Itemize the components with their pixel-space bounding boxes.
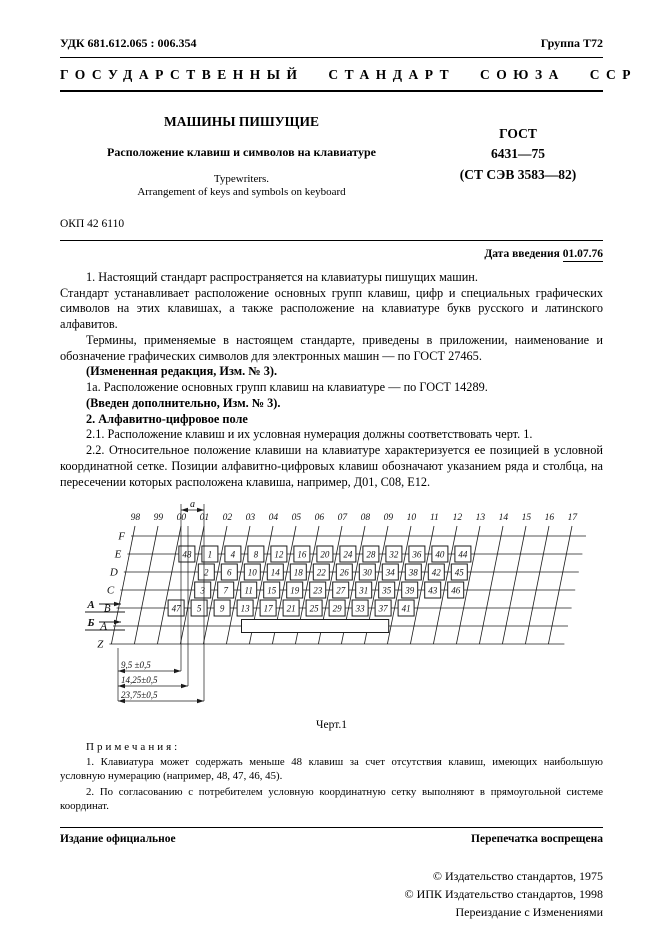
titles-column — [60, 114, 433, 198]
row-label: F — [117, 530, 125, 543]
column-label: 05 — [291, 513, 301, 524]
column-label: 08 — [360, 513, 370, 524]
reprint-prohibited-label: Перепечатка воспрещена — [471, 833, 603, 846]
key-number: 48 — [181, 549, 191, 560]
view-label: А — [86, 599, 95, 612]
key-number: 20 — [319, 549, 329, 560]
column-label: 12 — [452, 513, 462, 524]
introduction-date — [60, 248, 603, 260]
key-number: 31 — [358, 585, 368, 596]
row-label: D — [109, 566, 118, 579]
document-subtitle-en: Arrangement of keys and symbols on keyboard — [137, 186, 346, 198]
arrowhead — [197, 508, 204, 513]
footer-row — [60, 833, 603, 845]
arrowhead — [181, 508, 188, 513]
key-number: 36 — [411, 549, 421, 560]
udk-code: УДК 681.612.065 : 006.354 — [60, 36, 197, 50]
pitch-label: a — [189, 500, 195, 511]
arrowhead — [174, 669, 181, 674]
title-block — [60, 114, 603, 198]
key-number: 39 — [404, 585, 414, 596]
key-number: 26 — [339, 567, 349, 578]
paragraph: Термины, применяемые в настоящем стандарте, приведены в приложении, наименование и обозначение графических символов для электронных машин — по ГОСТ 27465. — [60, 332, 603, 363]
column-label: 99 — [153, 513, 163, 524]
key-number: 33 — [355, 603, 365, 614]
column-label: 13 — [475, 513, 485, 524]
note-item: 2. По согласованию с потребителем условную координатную сетку выполняют в прямоугольной системе координат. — [60, 786, 603, 813]
key-number: 28 — [365, 549, 375, 560]
paragraph: (Измененная редакция, Изм. № 3). — [86, 364, 278, 379]
key-number: 17 — [263, 603, 273, 614]
key-number: 6 — [226, 567, 232, 578]
key-number: 14 — [270, 567, 280, 578]
key-number: 32 — [388, 549, 398, 560]
column-label: 06 — [314, 513, 324, 524]
body-paragraphs — [60, 270, 603, 490]
rule-thick — [60, 90, 603, 92]
top-header-row — [60, 36, 603, 51]
copyright-line-1: © Издательство стандартов, 1975 — [432, 869, 603, 884]
key-number: 5 — [196, 603, 201, 614]
key-number: 43 — [427, 585, 437, 596]
paragraph: 2. Алфавитно-цифровое поле — [86, 411, 248, 426]
key-number: 11 — [244, 585, 253, 596]
row-label: A — [99, 620, 107, 633]
group-code: Группа Т72 — [540, 36, 603, 50]
column-label: 07 — [337, 513, 347, 524]
key-number: 10 — [247, 567, 257, 578]
column-label: 02 — [222, 513, 232, 524]
row-label: E — [114, 548, 121, 561]
column-label: 11 — [429, 513, 439, 524]
arrowhead — [114, 620, 121, 625]
key-number: 29 — [332, 603, 342, 614]
column-label: 14 — [498, 513, 508, 524]
document-title: МАШИНЫ ПИШУЩИЕ — [163, 114, 319, 129]
column-label: 16 — [544, 513, 554, 524]
row-label: C — [106, 584, 114, 597]
column-label: 09 — [383, 513, 393, 524]
arrowhead — [197, 699, 204, 704]
rule-top — [60, 57, 603, 58]
key-number: 12 — [273, 549, 283, 560]
column-label: 10 — [406, 513, 416, 524]
key-number: 8 — [253, 549, 258, 560]
gost-org: ГОСТ — [499, 126, 537, 141]
arrowhead — [181, 684, 188, 689]
gost-number: 6431—75 — [491, 146, 545, 162]
column-label: 00 — [176, 513, 186, 524]
figure-1-wrap — [60, 500, 603, 717]
space-bar — [241, 620, 388, 633]
notes-section — [60, 741, 603, 813]
key-number: 40 — [434, 549, 444, 560]
rule-mid — [60, 240, 603, 241]
row-label: B — [103, 602, 111, 615]
row-label: Z — [96, 638, 103, 651]
document-subtitle: Расположение клавиш и символов на клавиатуре — [107, 145, 376, 159]
key-number: 22 — [316, 567, 326, 578]
key-number: 9 — [219, 603, 224, 614]
okp-code: ОКП 42 6110 — [60, 218, 125, 230]
notes-list — [60, 755, 603, 813]
column-label: 01 — [199, 513, 209, 524]
paragraph: (Введен дополнительно, Изм. № 3). — [86, 395, 281, 410]
key-number: 46 — [450, 585, 460, 596]
key-number: 47 — [171, 603, 181, 614]
column-label: 17 — [567, 513, 577, 524]
key-number: 30 — [362, 567, 372, 578]
gost-designation — [433, 114, 603, 198]
key-number: 1 — [207, 549, 212, 560]
paragraph: 1. Настоящий стандарт распространяется на клавиатуры пишущих машин. — [86, 270, 478, 284]
introduction-date-label: Дата введения — [484, 248, 560, 260]
note-item: 1. Клавиатура может содержать меньше 48 клавиш за счет отсутствия клавиш, имеющих наибольшую условную нумерацию (например, 48, 47, 46, 45). — [60, 756, 603, 783]
keyboard-diagram — [75, 500, 589, 712]
key-number: 45 — [454, 567, 464, 578]
rule-footer — [60, 827, 603, 828]
key-number: 4 — [230, 549, 235, 560]
paragraph: 2.2. Относительное положение клавиши на клавиатуре характеризуется ее позицией в условной координатной сетке. Позиции алфавитно-цифровых клавиш обозначают указанием ряда и столбца, на пересечении которых расположена клавиша, например, Д01, С08, Е12. — [60, 443, 603, 489]
official-edition-label: Издание официальное — [60, 833, 176, 846]
column-label: 03 — [245, 513, 255, 524]
key-number: 41 — [401, 603, 411, 614]
column-label: 15 — [521, 513, 531, 524]
column-label: 04 — [268, 513, 278, 524]
key-number: 15 — [266, 585, 276, 596]
key-number: 2 — [203, 567, 209, 578]
key-number: 13 — [240, 603, 250, 614]
copyright-block — [60, 867, 603, 921]
key-number: 3 — [199, 585, 205, 596]
key-number: 19 — [289, 585, 299, 596]
key-number: 42 — [431, 567, 441, 578]
view-label: Б — [87, 617, 94, 630]
gost-sev-code: (СТ СЭВ 3583—82) — [459, 166, 577, 182]
copyright-line-3: Переиздание с Изменениями — [455, 905, 603, 920]
key-number: 21 — [286, 603, 296, 614]
key-number: 27 — [335, 585, 345, 596]
key-number: 44 — [457, 549, 467, 560]
dimension-label: 14,25±0,5 — [120, 675, 157, 686]
paragraph: 1а. Расположение основных групп клавиш на клавиатуре — по ГОСТ 14289. — [86, 380, 488, 395]
key-number: 38 — [408, 567, 418, 578]
key-number: 34 — [385, 567, 395, 578]
state-standard-heading: ГОСУДАРСТВЕННЫЙ СТАНДАРТ СОЮЗА ССР — [60, 67, 637, 82]
copyright-line-2: © ИПК Издательство стандартов, 1998 — [404, 887, 603, 902]
key-number: 25 — [309, 603, 319, 614]
key-number: 7 — [222, 585, 228, 596]
key-number: 37 — [378, 603, 388, 614]
introduction-date-value: 01.07.76 — [562, 248, 603, 260]
dimension-label: 23,75±0,5 — [120, 690, 157, 701]
key-number: 35 — [381, 585, 391, 596]
key-number: 24 — [342, 549, 352, 560]
key-number: 23 — [312, 585, 322, 596]
paragraph: Стандарт устанавливает расположение основных групп клавиш, цифр и специальных графических символов на этих клавишах, а также расположение на клавиатуре букв русского и латинского алфавитов. — [60, 285, 603, 332]
column-label: 98 — [130, 513, 140, 524]
dimension-label: 9,5 ±0,5 — [120, 660, 151, 671]
document-title-en: Typewriters. — [213, 173, 270, 185]
paragraph: 2.1. Расположение клавиш и их условная нумерация должны соответствовать черт. 1. — [86, 427, 533, 442]
notes-title: Примечания: — [86, 741, 181, 754]
key-number: 16 — [296, 549, 306, 560]
key-number: 18 — [293, 567, 303, 578]
figure-caption: Черт.1 — [316, 719, 347, 732]
